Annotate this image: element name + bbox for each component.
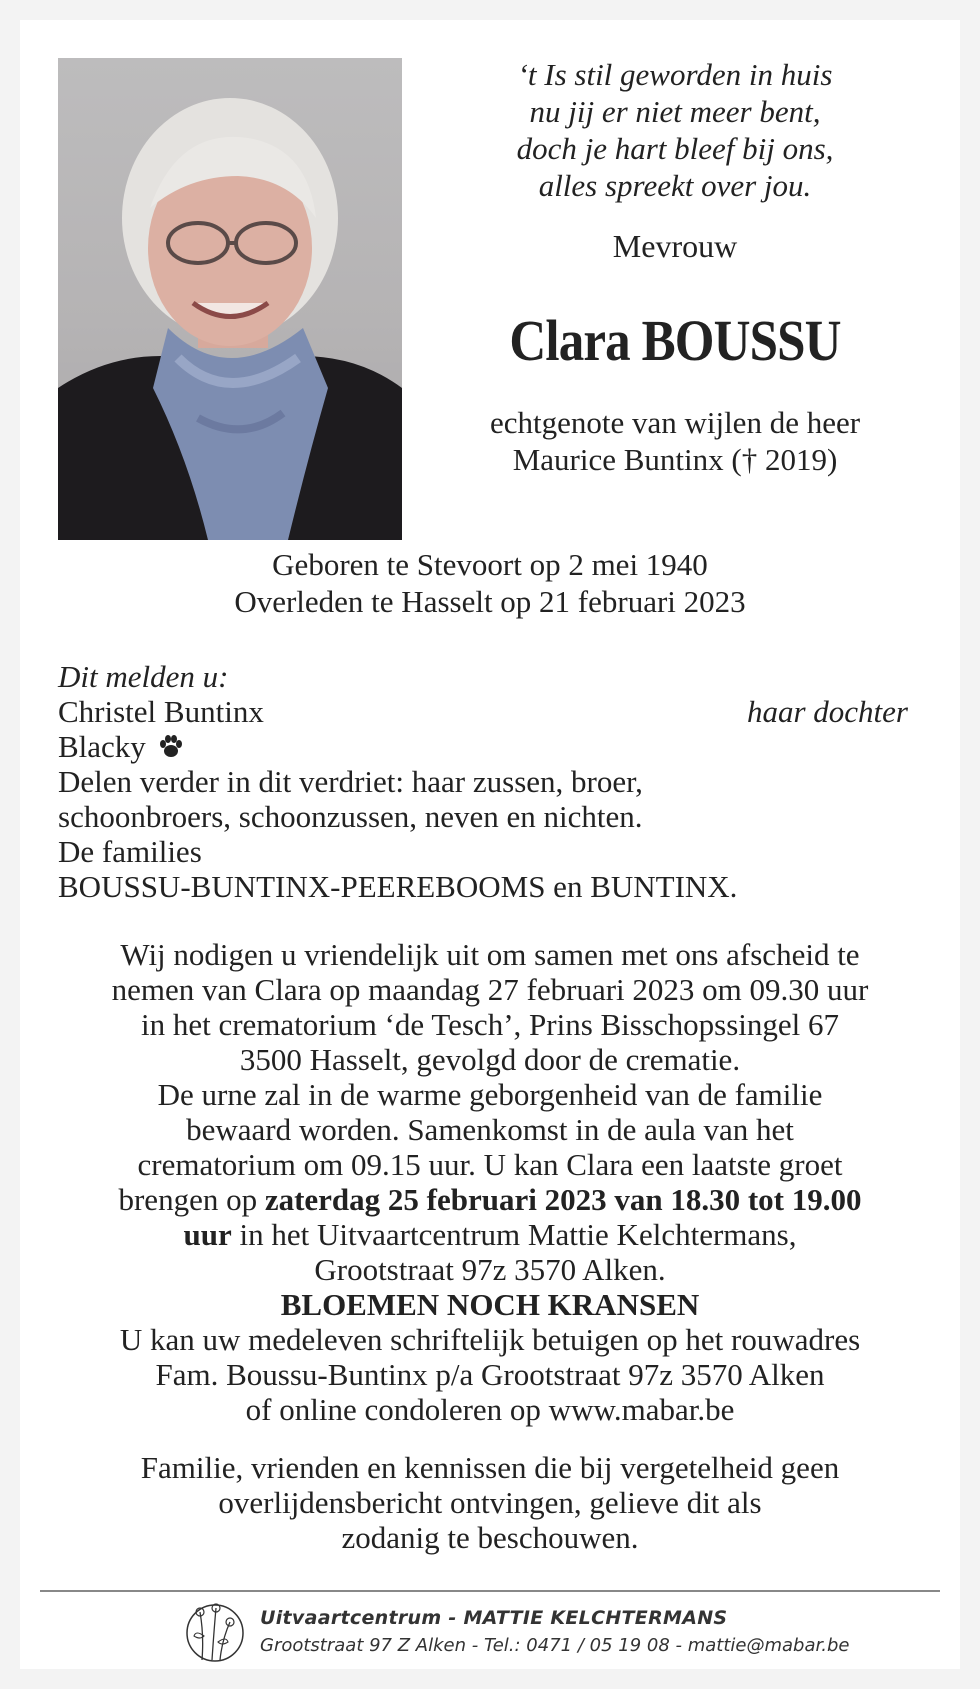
poem: [420, 56, 930, 204]
funeral-home-info: [260, 1607, 940, 1656]
poem-line: nu jij er niet meer bent,: [529, 94, 821, 129]
family-line: schoonbroers, schoonzussen, neven en nichten.: [58, 799, 643, 834]
family-line: De families: [58, 834, 202, 869]
spouse-line: echtgenote van wijlen de heer: [489, 405, 861, 440]
deceased-name: Clara BOUSSU: [509, 308, 841, 373]
visitation-address: Grootstraat 97z 3570 Alken.: [314, 1252, 666, 1287]
family-member: [58, 729, 918, 764]
visitation-datetime-end: uur: [183, 1217, 232, 1252]
family-member-name: Christel Buntinx: [58, 694, 264, 729]
invite-line: crematorium om 09.15 uur. U kan Clara een laatste groet: [137, 1147, 843, 1182]
funeral-home-name: Uitvaartcentrum - MATTIE KELCHTERMANS: [260, 1607, 728, 1629]
paw-icon: [158, 733, 184, 759]
portrait-illustration: [58, 58, 402, 540]
family-line: BOUSSU-BUNTINX-PEEREBOOMS en BUNTINX.: [58, 869, 738, 904]
condolence-line: Fam. Boussu-Buntinx p/a Grootstraat 97z 3570 Alken: [155, 1357, 825, 1392]
closing-note: [20, 1450, 960, 1555]
family-member: [58, 694, 918, 729]
poem-line: doch je hart bleef bij ons,: [516, 131, 834, 166]
family-line: Delen verder in dit verdriet: haar zussen, broer,: [58, 764, 643, 799]
closing-line: Familie, vrienden en kennissen die bij vergetelheid geen: [140, 1450, 840, 1485]
invite-line: bewaard worden. Samenkomst in de aula van het: [186, 1112, 794, 1147]
invite-line: in het crematorium ‘de Tesch’, Prins Bisschopssingel 67: [140, 1007, 840, 1042]
poem-line: ‘t Is stil geworden in huis: [517, 57, 833, 92]
portrait-photo: [58, 58, 402, 540]
visitation-prefix: brengen op: [118, 1182, 265, 1217]
flowers-notice: BLOEMEN NOCH KRANSEN: [280, 1287, 700, 1322]
visitation-line: [20, 1182, 960, 1217]
closing-line: zodanig te beschouwen.: [341, 1520, 639, 1555]
birth-death-dates: [20, 546, 960, 620]
invite-line: nemen van Clara op maandag 27 februari 2023 om 09.30 uur: [111, 972, 869, 1007]
family-member-name: Blacky: [58, 729, 146, 764]
ceremony-invitation: [20, 937, 960, 1427]
invite-line: Wij nodigen u vriendelijk uit om samen met ons afscheid te: [120, 937, 860, 972]
birth-line: Geboren te Stevoort op 2 mei 1940: [272, 547, 708, 582]
footer-divider: [40, 1590, 940, 1592]
visitation-line: [20, 1217, 960, 1252]
funeral-home-contact: Grootstraat 97 Z Alken - Tel.: 0471 / 05 19 08 - mattie@mabar.be: [260, 1635, 850, 1656]
family-member-role: haar dochter: [746, 694, 908, 729]
invite-line: 3500 Hasselt, gevolgd door de crematie.: [239, 1042, 741, 1077]
visitation-location: in het Uitvaartcentrum Mattie Kelchtermans,: [231, 1217, 797, 1252]
family-section: [58, 659, 918, 904]
poem-line: alles spreekt over jou.: [538, 168, 812, 203]
honorific-title: Mevrouw: [612, 228, 738, 264]
flower-logo-icon: [160, 1600, 270, 1666]
condolence-line: U kan uw medeleven schriftelijk betuigen op het rouwadres: [119, 1322, 861, 1357]
obituary-card: [20, 20, 960, 1669]
spouse-line: Maurice Buntinx († 2019): [512, 442, 838, 477]
family-intro: Dit melden u:: [58, 659, 229, 694]
condolence-line: of online condoleren op www.mabar.be: [245, 1392, 735, 1427]
visitation-datetime: zaterdag 25 februari 2023 van 18.30 tot 19.00: [264, 1182, 862, 1217]
spouse-info: [420, 404, 930, 478]
death-line: Overleden te Hasselt op 21 februari 2023: [234, 584, 746, 619]
closing-line: overlijdensbericht ontvingen, gelieve dit als: [218, 1485, 762, 1520]
invite-line: De urne zal in de warme geborgenheid van de familie: [157, 1077, 823, 1112]
